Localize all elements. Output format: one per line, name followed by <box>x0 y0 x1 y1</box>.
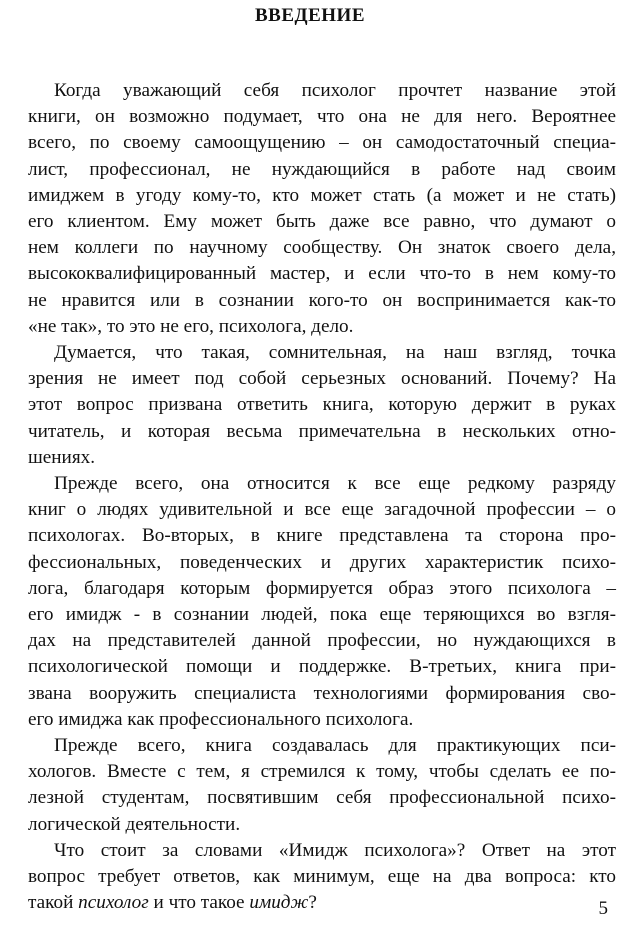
text-run: такой <box>28 892 79 914</box>
text-line: Прежде всего, она относится к все еще редкому разряду <box>54 473 616 495</box>
paragraph-1 <box>28 78 616 340</box>
text-line: книг о людях удивительной и все еще загадочной профессии – о <box>28 499 616 521</box>
text-line: его имиджа как профессионального психолога. <box>28 708 414 730</box>
text-line: дах на представителей данной профессии, но нуждающихся в <box>28 630 616 652</box>
text-line: его клиентом. Ему может быть даже все равно, что думают о <box>28 211 616 233</box>
page-number: 5 <box>598 898 608 919</box>
paragraph-4 <box>28 733 616 838</box>
text-line: лист, профессионал, не нуждающийся в работе над своим <box>28 158 616 180</box>
body-text <box>28 78 616 917</box>
text-run: ? <box>308 892 317 914</box>
emphasis-psychologist: психолог <box>78 892 149 914</box>
text-line: читатель, и которая весьма примечательна в нескольких отно- <box>28 420 616 442</box>
text-line: его имидж - в сознании людей, пока еще теряющихся во взгля- <box>28 604 616 626</box>
text-line: Что стоит за словами «Имидж психолога»? Ответ на этот <box>54 839 616 861</box>
emphasis-image: имидж <box>249 892 309 914</box>
paragraph-3 <box>28 471 616 733</box>
text-line: хологов. Вместе с тем, я стремился к тому, чтобы сделать ее по- <box>28 761 616 783</box>
text-line: не нравится или в сознании кого-то он воспринимается как-то <box>28 289 616 311</box>
text-line: психологах. Во-вторых, в книге представлена та сторона про- <box>28 525 616 547</box>
chapter-heading: ВВЕДЕНИЕ <box>255 5 365 26</box>
text-line: логической деятельности. <box>28 813 241 835</box>
text-line: лога, благодаря которым формируется образ этого психолога – <box>28 577 616 599</box>
text-line-mixed <box>28 890 616 916</box>
text-run: и что такое <box>148 892 250 914</box>
text-line: имиджем в угоду кому-то, кто может стать (а может и не стать) <box>28 184 616 206</box>
paragraph-5 <box>28 838 616 917</box>
text-line: книги, он возможно подумает, что она не для него. Вероятнее <box>28 106 616 128</box>
text-line: высококвалифицированный мастер, и если что-то в нем кому-то <box>28 263 616 285</box>
text-line: звана вооружить специалиста технологиями формирования сво- <box>28 682 616 704</box>
text-line: фессиональных, поведенческих и других характеристик психо- <box>28 551 616 573</box>
text-line: шениях. <box>28 446 96 468</box>
text-line: нем коллеги по научному сообществу. Он знаток своего дела, <box>28 237 616 259</box>
text-line: «не так», то это не его, психолога, дело. <box>28 315 354 337</box>
text-line: всего, по своему самоощущению – он самодостаточный специа- <box>28 132 616 154</box>
paragraph-2 <box>28 340 616 471</box>
text-line: психологической помощи и поддержке. В-третьих, книга при- <box>28 656 616 678</box>
text-line: зрения не имеет под собой серьезных оснований. Почему? На <box>28 368 616 390</box>
text-line: лезной студентам, посвятившим себя профессиональной психо- <box>28 787 616 809</box>
text-line: вопрос требует ответов, как минимум, еще на два вопроса: кто <box>28 866 616 888</box>
text-line: Когда уважающий себя психолог прочтет название этой <box>54 80 616 101</box>
text-line: этот вопрос призвана ответить книга, которую держит в руках <box>28 394 616 416</box>
text-line: Думается, что такая, сомнительная, на наш взгляд, точка <box>54 342 616 364</box>
text-line: Прежде всего, книга создавалась для практикующих пси- <box>54 735 616 757</box>
